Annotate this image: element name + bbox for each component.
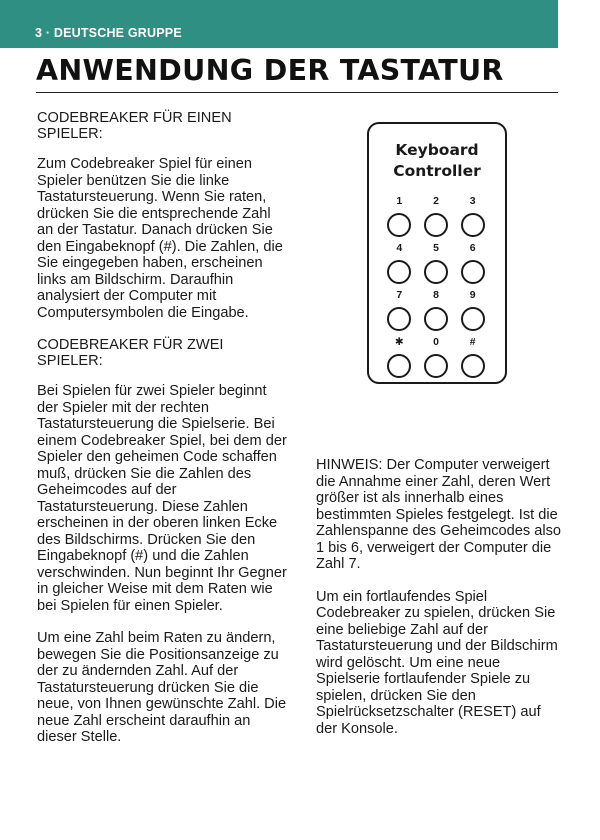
key-label: 8 bbox=[433, 289, 439, 301]
enter-button-term: Eingabeknopf (#) bbox=[65, 238, 177, 255]
right-column bbox=[316, 457, 561, 737]
hash-icon: # bbox=[469, 336, 476, 348]
paragraph-text: Bei Spielen für zwei Spieler beginnt der Spieler mit der rechten Tastatursteuerung die Spielserie. Bei einem Codebreaker Spiel, bei dem der Spieler den geheimen Code schaffen muß, drücken Sie die Zahlen des Geheimcodes auf der Tastatursteuerung. Diese Zahlen erscheinen in der oberen linken Ecke des Bildschirms. Drücken Sie den bbox=[37, 383, 287, 548]
key-label: 4 bbox=[396, 242, 403, 254]
key-circle bbox=[424, 354, 448, 378]
keyboard-title bbox=[369, 140, 505, 182]
key-star bbox=[381, 335, 418, 378]
key-circle bbox=[461, 260, 485, 284]
heading-two-players: CODEBREAKER FÜR ZWEI SPIELER: bbox=[37, 337, 224, 369]
keyboard-title-line1: Keyboard bbox=[395, 141, 479, 159]
key-circle bbox=[387, 213, 411, 237]
key-hash bbox=[454, 335, 491, 378]
key-label: 3 bbox=[469, 195, 476, 207]
key-circle bbox=[424, 307, 448, 331]
key-label: 6 bbox=[469, 242, 476, 254]
keyboard-title-line2: Controller bbox=[393, 162, 481, 180]
page-title: ANWENDUNG DER TASTATUR bbox=[36, 54, 504, 87]
key-5 bbox=[418, 241, 455, 284]
keypad bbox=[381, 194, 491, 378]
key-label: 7 bbox=[396, 289, 403, 301]
key-3 bbox=[454, 194, 491, 237]
key-circle bbox=[461, 307, 485, 331]
key-7 bbox=[381, 288, 418, 331]
key-1 bbox=[381, 194, 418, 237]
paragraph-two-players bbox=[37, 383, 287, 614]
key-label: 0 bbox=[433, 336, 439, 348]
key-6 bbox=[454, 241, 491, 284]
key-label: 5 bbox=[433, 242, 439, 254]
key-label: 2 bbox=[433, 195, 439, 207]
enter-button-term: Eingabeknopf (#) bbox=[37, 548, 149, 564]
key-label: 9 bbox=[469, 289, 476, 301]
note-label: HINWEIS: bbox=[316, 457, 383, 473]
paragraph-change-number: Um eine Zahl beim Raten zu ändern, bewegen Sie die Positionsanzeige zu der zu ändernden Zahl. Auf der Tastatursteuerung drücken Sie die neue, von Ihnen gewünschte Zahl. Die neue Zahl erscheint daraufhin an dieser Stelle. bbox=[37, 630, 287, 745]
key-9 bbox=[454, 288, 491, 331]
key-circle bbox=[387, 260, 411, 284]
paragraph-text: und die Zahlen verschwinden. Nun beginnt Ihr Gegner in gleicher Weise mit dem Raten wie bei Spielen für einen Spieler. bbox=[37, 548, 287, 614]
note-text: Der Computer verweigert die Annahme einer Zahl, deren Wert größer ist als innerhalb eines bestimmten Spieles festgelegt. Ist die Zahlenspanne des Geheimcodes also 1 bis 6, verweigert der Computer die Zahl 7. bbox=[316, 457, 562, 572]
key-circle bbox=[461, 213, 485, 237]
paragraph-one-player bbox=[37, 156, 287, 321]
key-8 bbox=[418, 288, 455, 331]
key-4 bbox=[381, 241, 418, 284]
paragraph-text: Um ein fortlaufendes Spiel Codebreaker zu spielen, drücken Sie eine beliebige Zahl auf der Tastatursteuerung und der Bildschirm wird gelöscht. Um eine neue Spielserie fortlaufender Spiele zu spielen, drücken Sie den Spielrücksetzschalter bbox=[316, 588, 558, 720]
reset-term: (RESET) bbox=[457, 704, 517, 720]
section-label: 3 · DEUTSCHE GRUPPE bbox=[35, 26, 182, 40]
note-paragraph bbox=[316, 457, 561, 573]
key-circle bbox=[387, 354, 411, 378]
paragraph-text: . Die Zahlen, die Sie eingegeben haben, erscheinen links am Bildschirm. Daraufhin analysiert der Computer mit Computersymbolen die Eingabe. bbox=[37, 238, 283, 321]
keyboard-controller-illustration bbox=[367, 122, 507, 384]
heading-one-player: CODEBREAKER FÜR EINEN SPIELER: bbox=[37, 110, 232, 142]
left-column bbox=[37, 110, 287, 746]
paragraph-continuous-play bbox=[316, 589, 561, 738]
title-divider bbox=[36, 92, 558, 93]
key-circle bbox=[424, 213, 448, 237]
key-label: 1 bbox=[396, 195, 403, 207]
paragraph-text: Zum Codebreaker Spiel für einen Spieler benützen Sie die linke Tastatursteuerung. Wenn Sie raten, drücken Sie die entsprechende Zahl an der Tastatur. Danach drücken Sie den bbox=[37, 156, 273, 255]
key-circle bbox=[461, 354, 485, 378]
section-banner bbox=[0, 0, 558, 48]
key-2 bbox=[418, 194, 455, 237]
paragraph-text: auf der Konsole. bbox=[316, 704, 541, 737]
asterisk-icon: ✱ bbox=[394, 336, 404, 348]
key-circle bbox=[387, 307, 411, 331]
key-circle bbox=[424, 260, 448, 284]
key-0 bbox=[418, 335, 455, 378]
